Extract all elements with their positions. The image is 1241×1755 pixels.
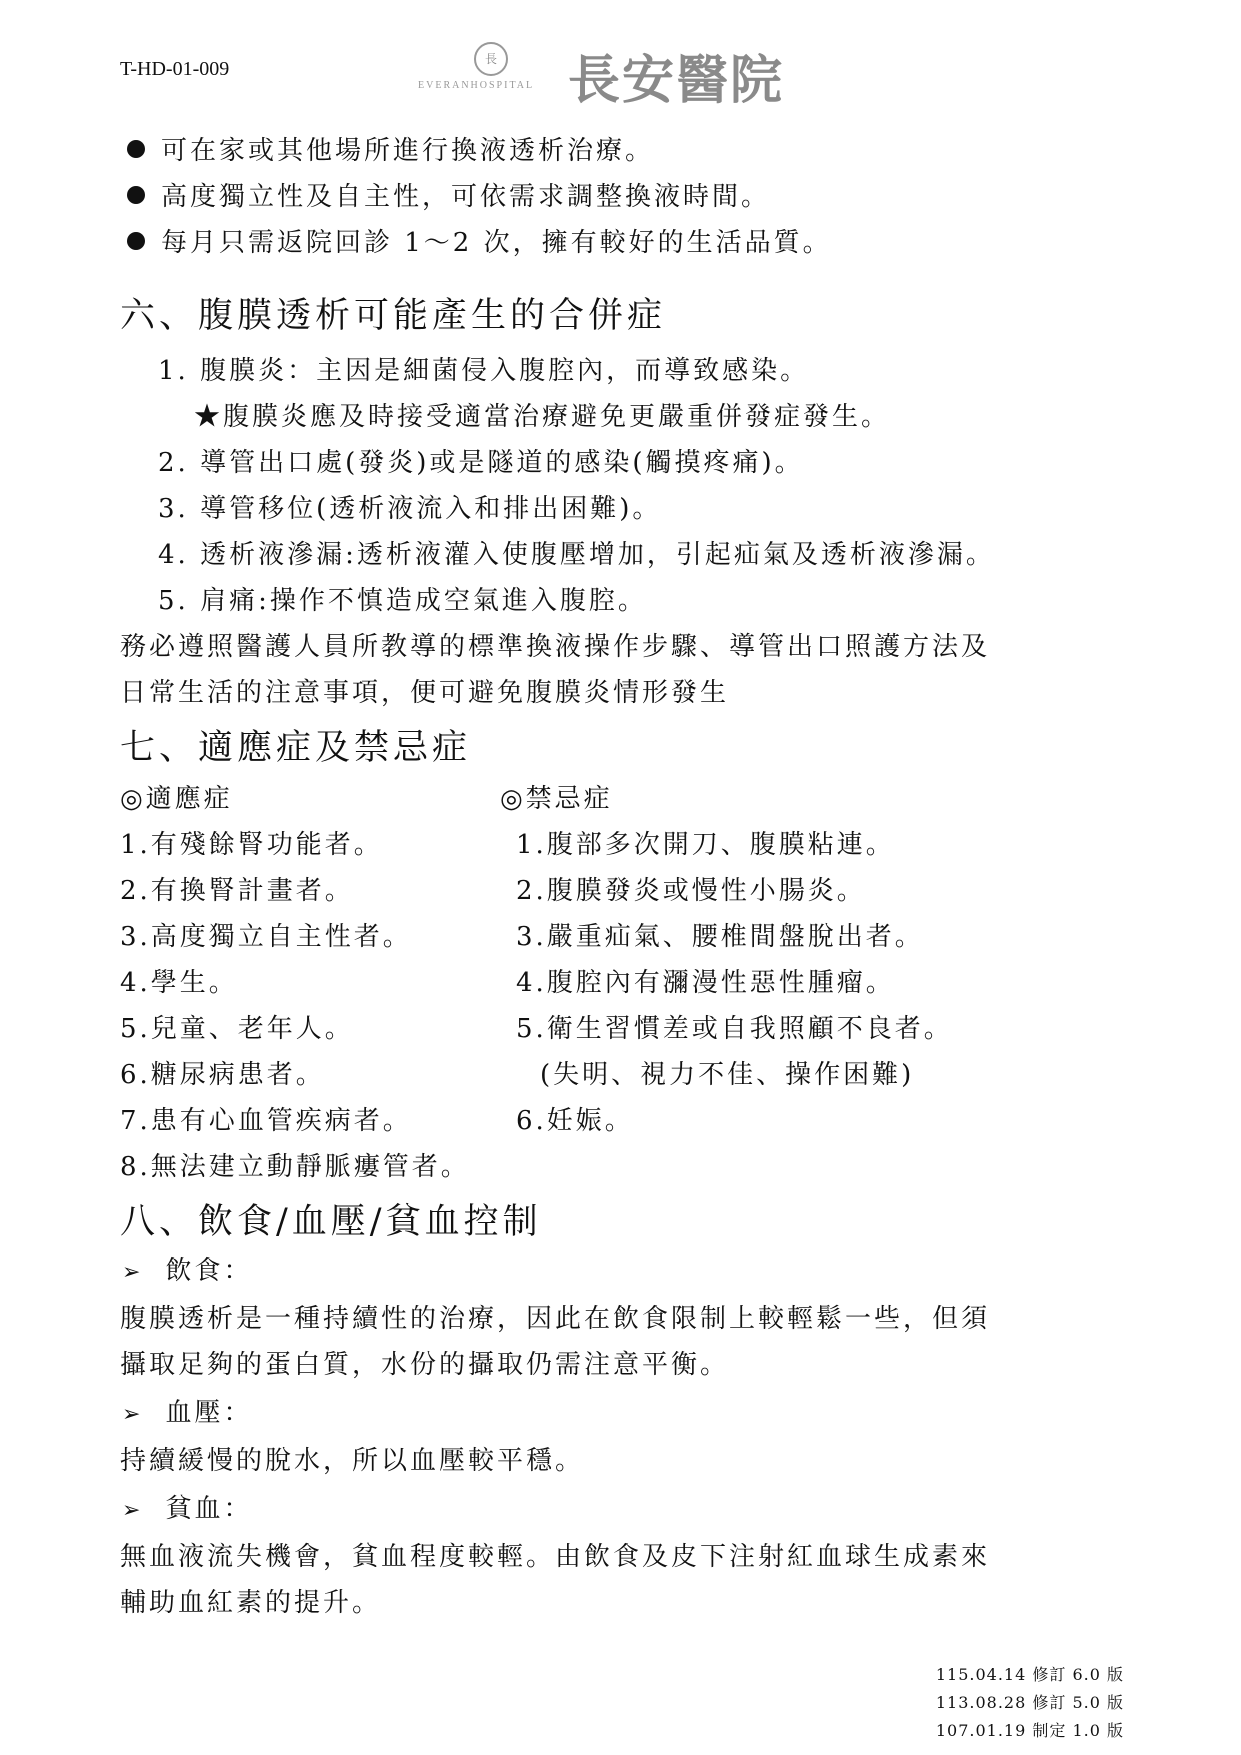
logo-emblem-icon: 長 (474, 42, 508, 76)
indication-item: 1.有殘餘腎功能者。 (120, 830, 383, 860)
indication-item: 6.糖尿病患者。 (120, 1060, 325, 1090)
contraindication-item: 4.腹腔內有瀰漫性惡性腫瘤。 (516, 968, 895, 998)
hospital-logo (418, 38, 838, 111)
contraindication-item: 6.妊娠。 (516, 1106, 634, 1136)
contraindication-item: 3.嚴重疝氣、腰椎間盤脫出者。 (516, 922, 924, 952)
revision-entry: 107.01.19 制定 1.0 版 (935, 1721, 1124, 1740)
anemia-text-line: 無血液流失機會，貧血程度較輕。由飲食及皮下注射紅血球生成素來 (120, 1542, 991, 1572)
indication-header: ◎適應症 (120, 784, 233, 814)
bullet-item: 高度獨立性及自主性，可依需求調整換液時間。 (127, 176, 770, 213)
complication-item: 4. 透析液滲漏:透析液灌入使腹壓增加，引起疝氣及透析液滲漏。 (158, 540, 995, 570)
section-7-title: 七、適應症及禁忌症 (120, 728, 472, 768)
revision-entry: 115.04.14 修訂 6.0 版 (935, 1665, 1124, 1684)
complication-note: ★腹膜炎應及時接受適當治療避免更嚴重併發症發生。 (194, 402, 891, 432)
contraindication-item: 2.腹膜發炎或慢性小腸炎。 (516, 876, 866, 906)
logo-chinese-name: 長安醫院 (568, 51, 785, 111)
contraindication-item: 5.衛生習慣差或自我照顧不良者。 (516, 1014, 953, 1044)
indication-item: 5.兒童、老年人。 (120, 1014, 354, 1044)
arrow-bullet-icon: ➢ (122, 1260, 144, 1285)
bullet-dot-icon (127, 232, 145, 250)
blood-pressure-subheading: ➢ 血壓： (122, 1398, 253, 1428)
anemia-subheading: ➢ 貧血： (122, 1494, 253, 1524)
logo-english-name: EVERANHOSPITAL (418, 80, 535, 91)
document-code: T-HD-01-009 (120, 58, 230, 80)
bullet-dot-icon (127, 140, 145, 158)
arrow-bullet-icon: ➢ (122, 1498, 144, 1523)
section-8-title: 八、飲食/血壓/貧血控制 (120, 1202, 542, 1242)
bullet-item: 可在家或其他場所進行換液透析治療。 (127, 130, 654, 167)
section-6-note-line: 務必遵照醫護人員所教導的標準換液操作步驟、導管出口照護方法及 (120, 632, 991, 662)
section-6-title: 六、腹膜透析可能產生的合併症 (120, 296, 667, 336)
indication-item: 3.高度獨立自主性者。 (120, 922, 412, 952)
diet-text-line: 腹膜透析是一種持續性的治療，因此在飲食限制上較輕鬆一些，但須 (120, 1304, 991, 1334)
indication-item: 4.學生。 (120, 968, 238, 998)
contraindication-header: ◎禁忌症 (500, 784, 613, 814)
revision-entry: 113.08.28 修訂 5.0 版 (935, 1693, 1124, 1712)
arrow-bullet-icon: ➢ (122, 1402, 144, 1427)
complication-item: 5. 肩痛:操作不慎造成空氣進入腹腔。 (158, 586, 647, 616)
indication-item: 7.患有心血管疾病者。 (120, 1106, 412, 1136)
complication-item: 3. 導管移位(透析液流入和排出困難)。 (158, 494, 662, 524)
diet-text-line: 攝取足夠的蛋白質，水份的攝取仍需注意平衡。 (120, 1350, 730, 1380)
contraindication-item: 1.腹部多次開刀、腹膜粘連。 (516, 830, 895, 860)
blood-pressure-text: 持續緩慢的脫水，所以血壓較平穩。 (120, 1446, 585, 1476)
anemia-text-line: 輔助血紅素的提升。 (120, 1588, 382, 1618)
bullet-item: 每月只需返院回診 1～2 次，擁有較好的生活品質。 (127, 222, 832, 259)
indication-item: 2.有換腎計畫者。 (120, 876, 354, 906)
section-6-note-line: 日常生活的注意事項，便可避免腹膜炎情形發生 (120, 678, 730, 708)
indication-item: 8.無法建立動靜脈瘻管者。 (120, 1152, 470, 1182)
contraindication-subnote: (失明、視力不佳、操作困難) (540, 1060, 915, 1090)
complication-item: 1. 腹膜炎：主因是細菌侵入腹腔內，而導致感染。 (158, 356, 810, 386)
complication-item: 2. 導管出口處(發炎)或是隧道的感染(觸摸疼痛)。 (158, 448, 804, 478)
bullet-dot-icon (127, 186, 145, 204)
diet-subheading: ➢ 飲食： (122, 1256, 253, 1286)
